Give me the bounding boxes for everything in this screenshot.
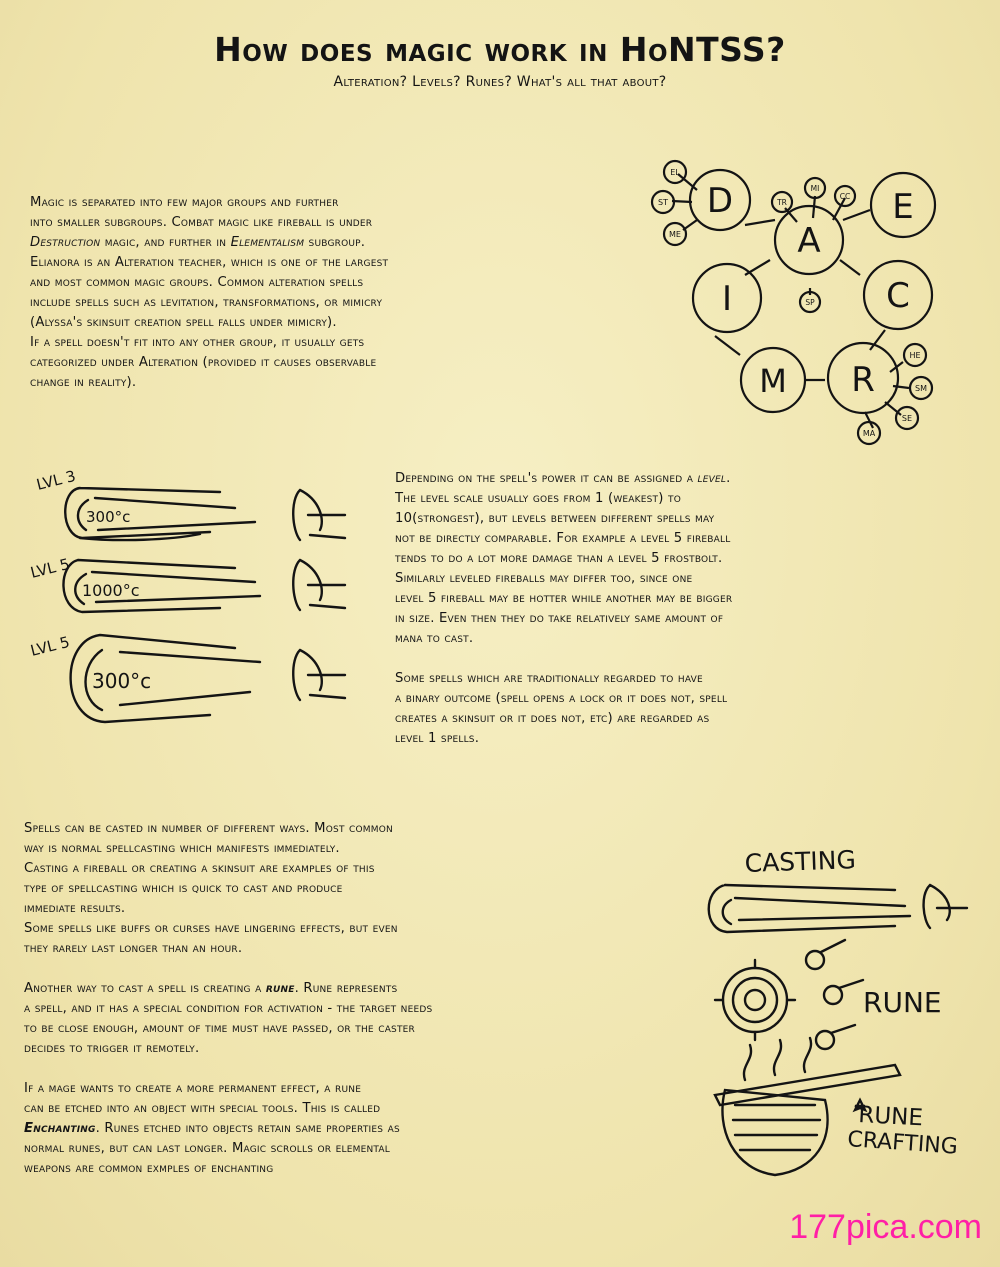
casting-methods-illustration (695, 840, 985, 1200)
subgroup-label: ME (669, 230, 681, 239)
r-circle-label: R (851, 360, 875, 400)
text-line: into smaller subgroups. Combat magic like fireball is under (30, 215, 373, 230)
text-line: tends to do a lot more damage than a level 5 frostbolt. (395, 551, 723, 566)
page-subtitle: Alteration? Levels? Runes? What's all that about? (333, 74, 667, 90)
text-line: can be etched into an object with special tools. This is called (24, 1101, 381, 1116)
subgroup-label: SM (915, 384, 927, 393)
text-line: If a mage wants to create a more permanent effect, a rune (24, 1081, 362, 1096)
text-line: include spells such as levitation, transformations, or mimicry (30, 295, 383, 310)
subgroup-label: TR (777, 198, 787, 207)
blank-line (24, 959, 432, 979)
text-line: Similarly leveled fireballs may differ too, since one (395, 571, 693, 586)
text-line: level 1 spells. (395, 731, 480, 746)
text-line: type of spellcasting which is quick to cast and produce (24, 881, 343, 896)
text-line: The level scale usually goes from 1 (weakest) to (395, 491, 681, 506)
text-line: Some spells which are traditionally regarded to have (395, 671, 703, 686)
blank-line (24, 1059, 432, 1079)
casting-methods-paragraph (24, 819, 432, 1179)
subgroup-label: CC (839, 192, 851, 201)
text-line: Casting a fireball or creating a skinsuit are examples of this (24, 861, 375, 876)
fireball-level-label: LVL 3 (34, 466, 78, 494)
text-run: subgroup. (304, 235, 366, 250)
subgroup-label: SE (901, 414, 913, 423)
text-run: Another way to cast a spell is creating a (24, 981, 266, 996)
destruction-circle-label: D (706, 181, 734, 221)
text-line: change in reality). (30, 375, 137, 390)
subgroup-label: MA (862, 429, 876, 438)
fireball-levels-illustration (20, 460, 360, 740)
text-line: creates a skinsuit or it does not, etc) are regarded as (395, 711, 710, 726)
text-line: level 5 fireball may be hotter while another may be bigger (395, 591, 733, 606)
text-line (395, 469, 732, 489)
text-line: in size. Even then they do take relatively same amount of (395, 611, 724, 626)
magic-groups-paragraph (30, 193, 388, 393)
fireball-temp-label: 1000°c (82, 581, 140, 600)
text-line: a binary outcome (spell opens a lock or it does not, spell (395, 691, 728, 706)
level-term: level (697, 471, 727, 486)
watermark: 177pica.com (789, 1208, 982, 1246)
text-line: 10(strongest), but levels between different spells may (395, 511, 715, 526)
magic-groups-diagram (645, 150, 945, 450)
subgroup-label: SP (805, 298, 815, 307)
rune-crafting-label-line2: CRAFTING (846, 1127, 959, 1160)
text-line: Some spells like buffs or curses have lingering effects, but even (24, 921, 398, 936)
text-line: weapons are common exmples of enchanting (24, 1161, 274, 1176)
text-line: Spells can be casted in number of different ways. Most common (24, 821, 393, 836)
text-run: . Runes etched into objects retain same properties as (95, 1121, 400, 1136)
fireball-level-label: LVL 5 (28, 632, 72, 660)
text-line (24, 1119, 432, 1139)
rune-term: rune (265, 981, 295, 996)
text-run: magic, and further in (100, 235, 231, 250)
blank-line (395, 649, 732, 669)
fireball-temp-label: 300°c (92, 669, 152, 693)
text-run: . Rune represents (294, 981, 398, 996)
text-line: they rarely last longer than an hour. (24, 941, 243, 956)
casting-label: CASTING (744, 845, 857, 878)
text-line: way is normal spellcasting which manifests immediately. (24, 841, 340, 856)
text-line: and most common magic groups. Common alteration spells (30, 275, 364, 290)
text-line (30, 233, 388, 253)
text-line: categorized under Alteration (provided it causes observable (30, 355, 377, 370)
elementalism-circle-label: E (892, 187, 914, 227)
text-line: immediate results. (24, 901, 126, 916)
subgroup-label: ST (658, 198, 668, 207)
subgroup-label: MI (810, 184, 820, 193)
text-run: . (726, 471, 731, 486)
text-line: normal runes, but can last longer. Magic scrolls or elemental (24, 1141, 390, 1156)
text-line: a spell, and it has a special condition for activation - the target needs (24, 1001, 433, 1016)
spell-levels-paragraph (395, 469, 732, 749)
rune-label: RUNE (863, 986, 942, 1019)
i-circle-label: I (721, 279, 733, 319)
m-circle-label: M (759, 362, 787, 400)
text-line: decides to trigger it remotely. (24, 1041, 200, 1056)
destruction-term: Destruction (30, 235, 101, 250)
text-run: Depending on the spell's power it can be assigned a (395, 471, 698, 486)
text-line: Elianora is an Alteration teacher, which is one of the largest (30, 255, 389, 270)
text-line: not be directly comparable. For example a level 5 fireball (395, 531, 731, 546)
text-line (24, 979, 432, 999)
fireball-level-label: LVL 5 (28, 554, 72, 582)
text-line: Magic is separated into few major groups and further (30, 195, 339, 210)
subgroup-label: EL (670, 168, 680, 177)
page-title: How does magic work in HoNTSS? (214, 30, 786, 69)
text-line: to be close enough, amount of time must have passed, or the caster (24, 1021, 415, 1036)
text-line: If a spell doesn't fit into any other group, it usually gets (30, 335, 365, 350)
enchanting-term: Enchanting (24, 1121, 96, 1136)
elementalism-term: Elementalism (230, 235, 305, 250)
subgroup-label: HE (909, 351, 921, 360)
alteration-circle-label: A (797, 221, 821, 261)
text-line: mana to cast. (395, 631, 474, 646)
text-line: (Alyssa's skinsuit creation spell falls under mimicry). (30, 315, 337, 330)
fireball-temp-label: 300°c (86, 508, 131, 526)
rune-crafting-label-line1: RUNE (857, 1102, 924, 1132)
c-circle-label: C (886, 276, 910, 316)
